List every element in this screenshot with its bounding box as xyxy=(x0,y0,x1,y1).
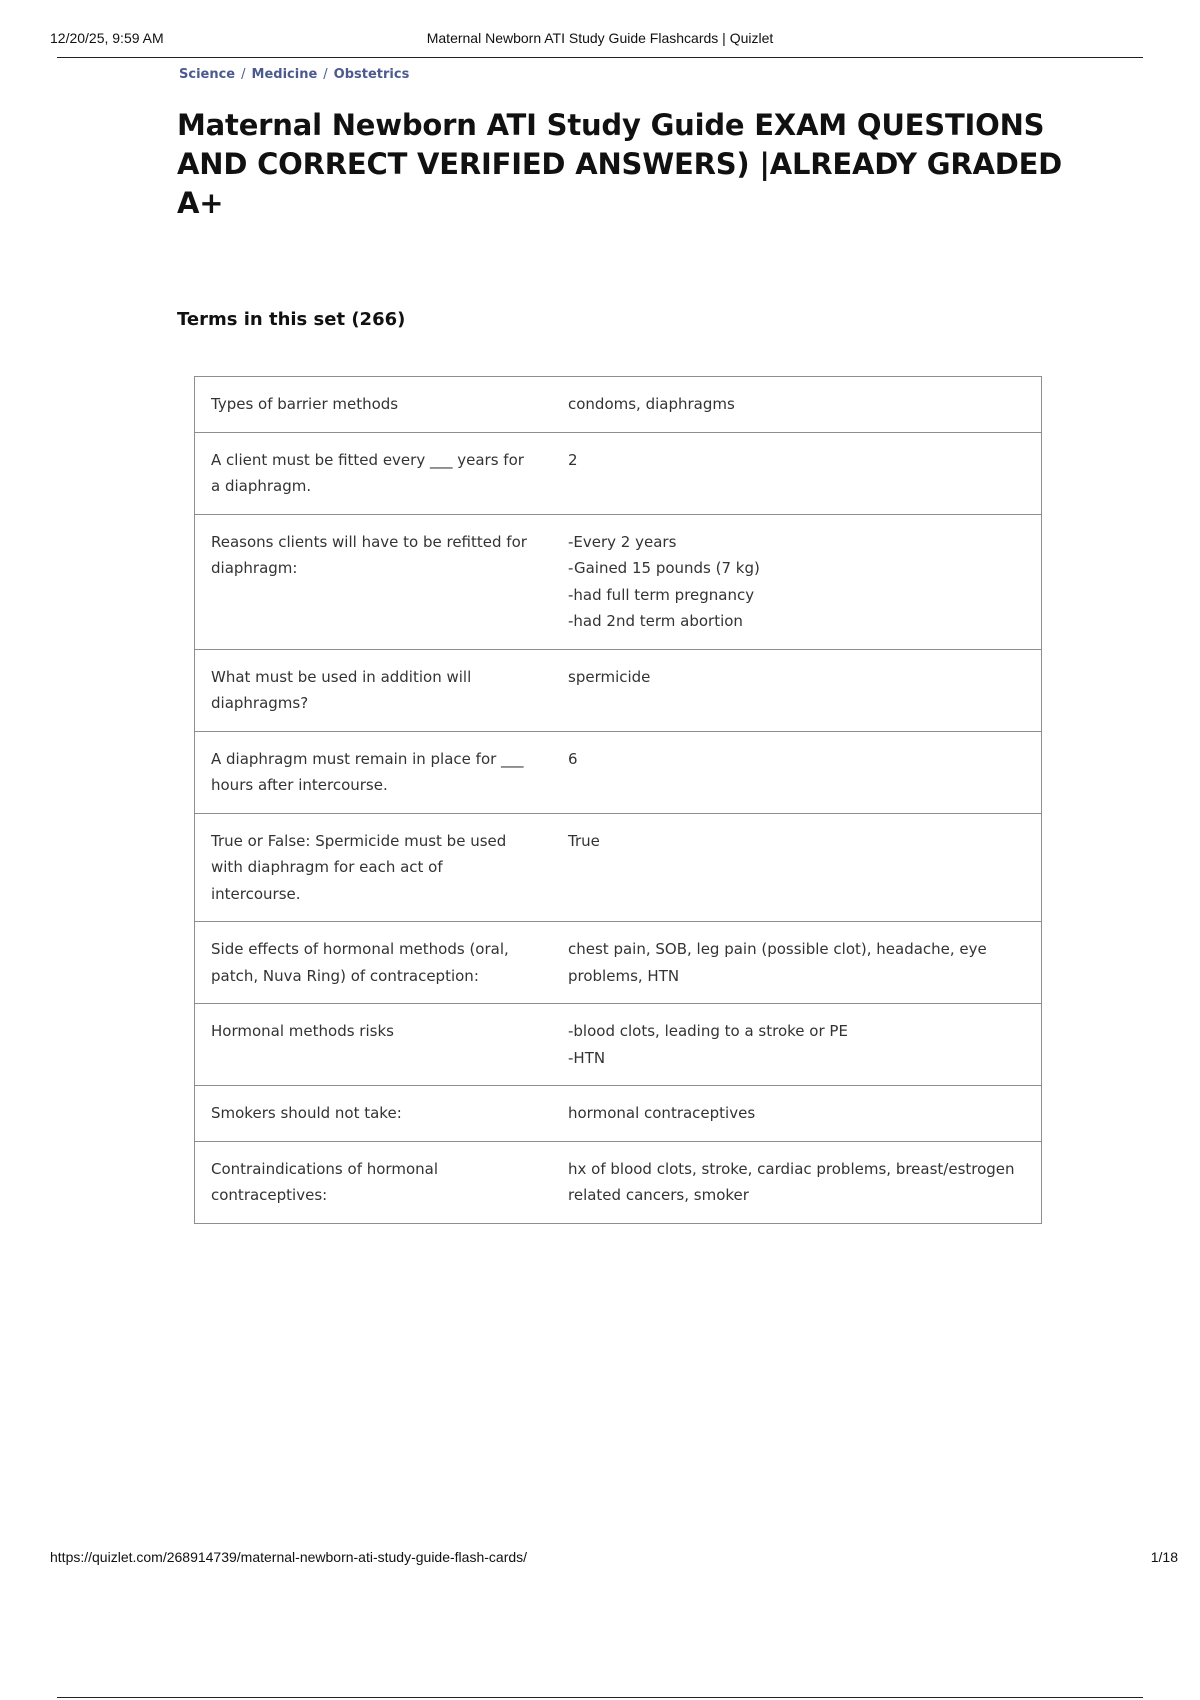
page-title: Maternal Newborn ATI Study Guide EXAM QUESTIONS AND CORRECT VERIFIED ANSWERS) |ALREADY GRADED A+ xyxy=(177,108,1063,220)
term-cell: True or False: Spermicide must be used with diaphragm for each act of intercourse. xyxy=(195,813,553,922)
definition-cell: -blood clots, leading to a stroke or PE -HTN xyxy=(552,1004,1042,1086)
definition-cell: -Every 2 years -Gained 15 pounds (7 kg) -had full term pregnancy -had 2nd term abortion xyxy=(552,514,1042,649)
print-date: 12/20/25, 9:59 AM xyxy=(50,30,164,46)
breadcrumb-item-medicine[interactable]: Medicine xyxy=(251,67,318,82)
table-row xyxy=(195,514,1042,649)
definition-cell: True xyxy=(552,813,1042,922)
term-cell: Reasons clients will have to be refitted for diaphragm: xyxy=(195,514,553,649)
table-row xyxy=(195,377,1042,433)
definition-cell: 2 xyxy=(552,432,1042,514)
breadcrumb-item-science[interactable]: Science xyxy=(179,67,236,82)
page-url[interactable]: https://quizlet.com/268914739/maternal-newborn-ati-study-guide-flash-cards/ xyxy=(50,1549,528,1565)
term-cell: Smokers should not take: xyxy=(195,1086,553,1142)
header-divider xyxy=(57,57,1143,58)
terms-table xyxy=(194,376,1042,1224)
term-cell: Contraindications of hormonal contraceptives: xyxy=(195,1141,553,1223)
table-row xyxy=(195,1141,1042,1223)
terms-count-heading: Terms in this set (266) xyxy=(177,309,406,330)
table-row xyxy=(195,1086,1042,1142)
definition-cell: hx of blood clots, stroke, cardiac problems, breast/estrogen related cancers, smoker xyxy=(552,1141,1042,1223)
breadcrumb-separator: / xyxy=(323,67,328,82)
table-row xyxy=(195,1004,1042,1086)
term-cell: Side effects of hormonal methods (oral, patch, Nuva Ring) of contraception: xyxy=(195,922,553,1004)
term-cell: What must be used in addition will diaphragms? xyxy=(195,649,553,731)
term-cell: Types of barrier methods xyxy=(211,395,399,413)
print-document-title: Maternal Newborn ATI Study Guide Flashcards | Quizlet xyxy=(426,30,774,46)
term-cell: Hormonal methods risks xyxy=(195,1004,553,1086)
definition-cell: hormonal contraceptives xyxy=(552,1086,1042,1142)
term-cell: A diaphragm must remain in place for ___ hours after intercourse. xyxy=(195,731,553,813)
page-number: 1/18 xyxy=(1150,1549,1178,1565)
definition-cell: spermicide xyxy=(552,649,1042,731)
table-row xyxy=(195,649,1042,731)
breadcrumb-separator: / xyxy=(241,67,246,82)
table-row xyxy=(195,731,1042,813)
breadcrumb-item-obstetrics[interactable]: Obstetrics xyxy=(333,67,410,82)
table-row xyxy=(195,813,1042,922)
table-row xyxy=(195,922,1042,1004)
print-header xyxy=(50,30,1150,58)
next-page-divider xyxy=(57,1697,1143,1698)
term-cell: A client must be fitted every ___ years for a diaphragm. xyxy=(195,432,553,514)
definition-cell: 6 xyxy=(552,731,1042,813)
breadcrumb xyxy=(179,67,409,82)
definition-cell: condoms, diaphragms xyxy=(568,395,735,413)
definition-cell: chest pain, SOB, leg pain (possible clot), headache, eye problems, HTN xyxy=(552,922,1042,1004)
table-row xyxy=(195,432,1042,514)
